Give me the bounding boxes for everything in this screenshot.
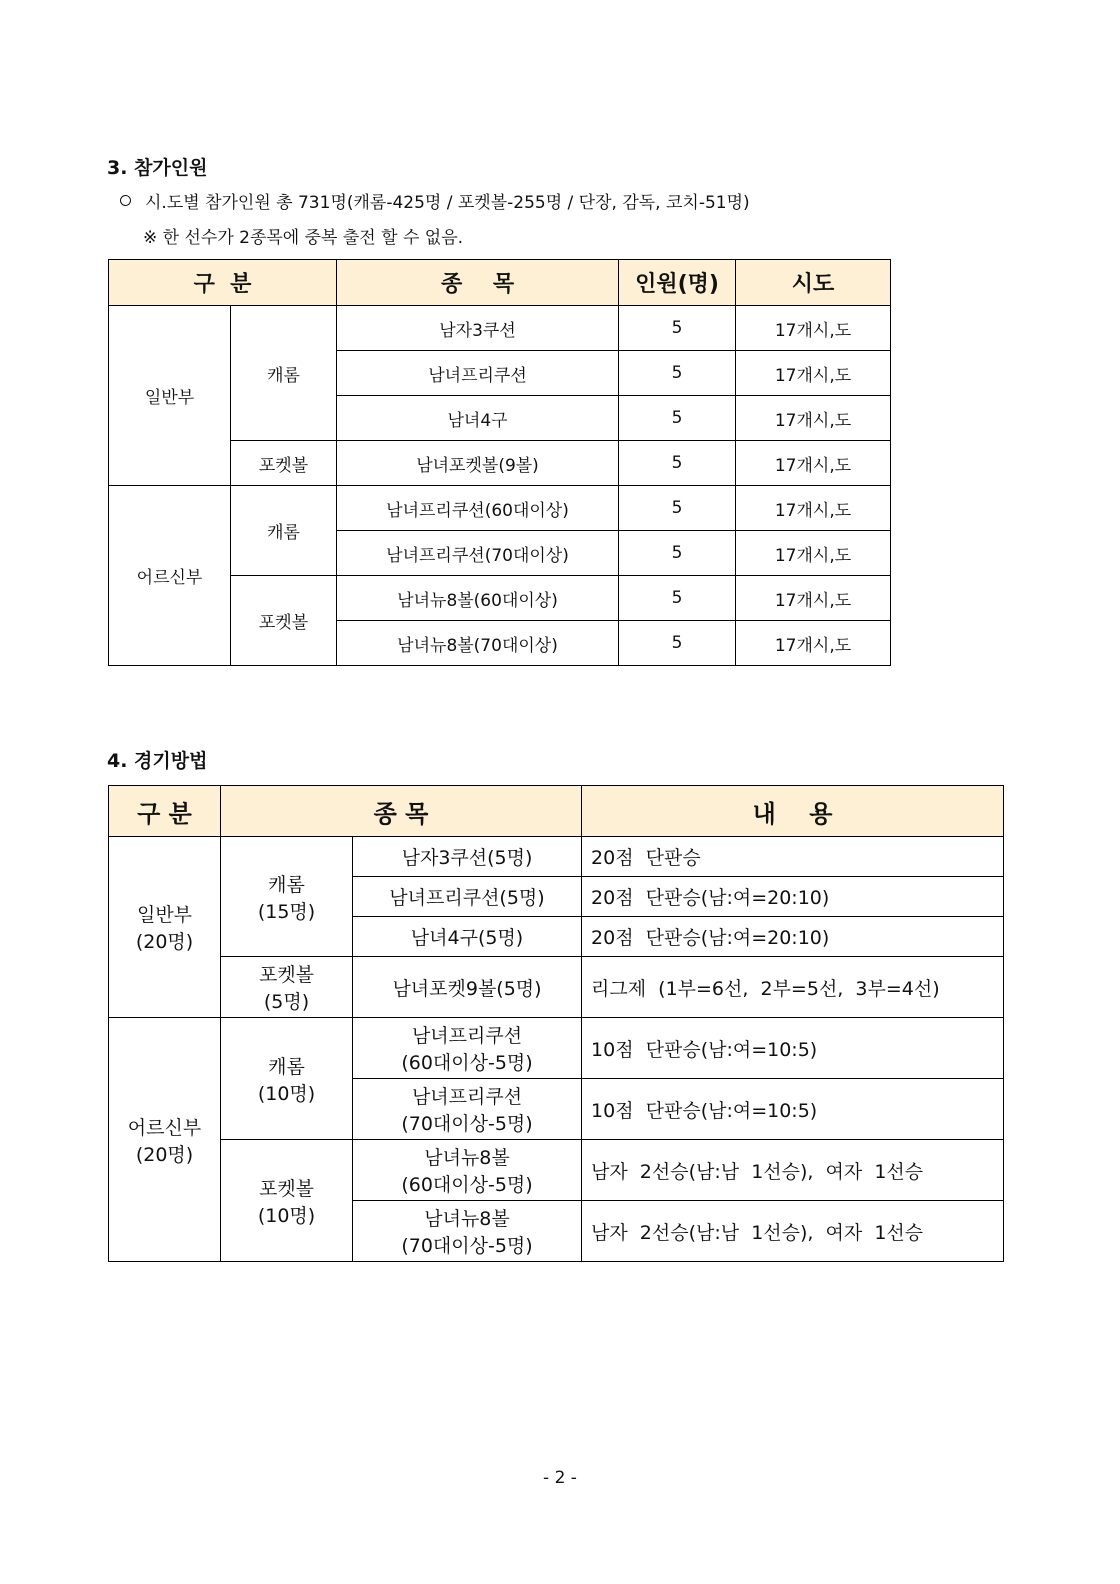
- group-name: 일반부: [136, 904, 193, 926]
- event-detail: (60대이상-5명): [401, 1174, 533, 1196]
- event-cell: 남녀포켓9볼(5명): [353, 957, 582, 1018]
- event-name: 남녀뉴8볼: [424, 1208, 510, 1230]
- group-cell: [109, 1018, 221, 1262]
- region-cell: 17개시,도: [736, 441, 891, 486]
- participants-table: [108, 259, 891, 666]
- content-cell: 20점 단판승(남:여=20:10): [582, 917, 1004, 957]
- subgroup-count: (5명): [263, 991, 310, 1013]
- subgroup-name: 포켓볼: [258, 1177, 315, 1200]
- subgroup-count: (15명): [257, 900, 316, 923]
- table-row: [109, 957, 1004, 1018]
- event-name: 남녀뉴8볼: [424, 1147, 510, 1169]
- section3-heading: 3. 참가인원: [107, 157, 208, 179]
- subgroup-count: (10명): [257, 1204, 316, 1227]
- subgroup-name: 캐롬: [268, 1055, 305, 1078]
- content-cell: 20점 단판승: [582, 837, 1004, 877]
- event-cell: 남녀프리쿠션(70대이상): [337, 531, 619, 576]
- participants-bullet: [120, 188, 750, 213]
- region-cell: 17개시,도: [736, 396, 891, 441]
- event-cell: [353, 1079, 582, 1140]
- subgroup-cell: [221, 1140, 353, 1262]
- event-cell: 남자3쿠션(5명): [353, 837, 582, 877]
- group-name: 어르신부: [127, 1116, 202, 1139]
- count-cell: 5: [619, 351, 736, 396]
- header-region: 시도: [736, 260, 891, 306]
- event-cell: 남자3쿠션: [337, 306, 619, 351]
- subgroup-cell: 포켓볼: [231, 441, 337, 486]
- event-cell: [353, 1201, 582, 1262]
- table-row: [109, 306, 891, 351]
- subgroup-cell: 캐롬: [231, 486, 337, 576]
- content-cell: 10점 단판승(남:여=10:5): [582, 1079, 1004, 1140]
- event-cell: [353, 1140, 582, 1201]
- header-event: 종 목: [337, 260, 619, 306]
- content-cell: 남자 2선승(남:남 1선승), 여자 1선승: [582, 1140, 1004, 1201]
- event-cell: 남녀포켓볼(9볼): [337, 441, 619, 486]
- region-cell: 17개시,도: [736, 531, 891, 576]
- content-cell: 리그제 (1부=6선, 2부=5선, 3부=4선): [582, 957, 1004, 1018]
- subgroup-name: 캐롬: [268, 873, 305, 896]
- event-detail: (70대이상-5명): [401, 1113, 533, 1135]
- page-number: - 2 -: [543, 1468, 577, 1488]
- event-name: 남녀프리쿠션: [411, 1025, 523, 1047]
- subgroup-cell: 캐롬: [231, 306, 337, 441]
- content-cell: 10점 단판승(남:여=10:5): [582, 1018, 1004, 1079]
- group-cell: 어르신부: [109, 486, 231, 666]
- participants-text: 시.도별 참가인원 총 731명(캐롬-425명 / 포켓볼-255명 / 단장, 감독, 코치-51명): [145, 193, 750, 213]
- header-division: 구 분: [109, 260, 337, 306]
- event-cell: 남녀뉴8볼(70대이상): [337, 621, 619, 666]
- subgroup-name: 포켓볼: [258, 964, 315, 986]
- region-cell: 17개시,도: [736, 576, 891, 621]
- table-row: [109, 1140, 1004, 1201]
- subgroup-count: (10명): [257, 1082, 316, 1105]
- event-detail: (60대이상-5명): [401, 1052, 533, 1074]
- count-cell: 5: [619, 396, 736, 441]
- content-cell: 20점 단판승(남:여=20:10): [582, 877, 1004, 917]
- subgroup-cell: [221, 1018, 353, 1140]
- event-detail: (70대이상-5명): [401, 1235, 533, 1257]
- header-division: 구 분: [109, 786, 221, 837]
- count-cell: 5: [619, 441, 736, 486]
- header-event: 종 목: [221, 786, 582, 837]
- circle-bullet-icon: [120, 195, 131, 206]
- subgroup-cell: 포켓볼: [231, 576, 337, 666]
- count-cell: 5: [619, 531, 736, 576]
- group-count: (20명): [135, 1143, 194, 1166]
- event-name: 남녀프리쿠션: [411, 1086, 523, 1108]
- event-cell: 남녀뉴8볼(60대이상): [337, 576, 619, 621]
- region-cell: 17개시,도: [736, 486, 891, 531]
- competition-method-table: [108, 785, 1004, 1262]
- count-cell: 5: [619, 306, 736, 351]
- event-cell: 남녀프리쿠션(60대이상): [337, 486, 619, 531]
- table-row: [109, 1018, 1004, 1079]
- region-cell: 17개시,도: [736, 621, 891, 666]
- event-cell: 남녀프리쿠션: [337, 351, 619, 396]
- table-header-row: [109, 260, 891, 306]
- event-cell: [353, 1018, 582, 1079]
- group-count: (20명): [135, 931, 194, 953]
- table-header-row: [109, 786, 1004, 837]
- header-content: 내 용: [582, 786, 1004, 837]
- participation-note: ※ 한 선수가 2종목에 중복 출전 할 수 없음.: [143, 228, 464, 248]
- subgroup-cell: [221, 837, 353, 957]
- event-cell: 남녀4구(5명): [353, 917, 582, 957]
- group-cell: [109, 837, 221, 1018]
- event-cell: 남녀4구: [337, 396, 619, 441]
- table-row: [109, 486, 891, 531]
- content-cell: 남자 2선승(남:남 1선승), 여자 1선승: [582, 1201, 1004, 1262]
- header-count: 인원(명): [619, 260, 736, 306]
- group-cell: 일반부: [109, 306, 231, 486]
- region-cell: 17개시,도: [736, 351, 891, 396]
- event-cell: 남녀프리쿠션(5명): [353, 877, 582, 917]
- region-cell: 17개시,도: [736, 306, 891, 351]
- subgroup-cell: [221, 957, 353, 1018]
- count-cell: 5: [619, 576, 736, 621]
- section4-heading: 4. 경기방법: [107, 750, 208, 772]
- table-row: [109, 837, 1004, 877]
- count-cell: 5: [619, 621, 736, 666]
- count-cell: 5: [619, 486, 736, 531]
